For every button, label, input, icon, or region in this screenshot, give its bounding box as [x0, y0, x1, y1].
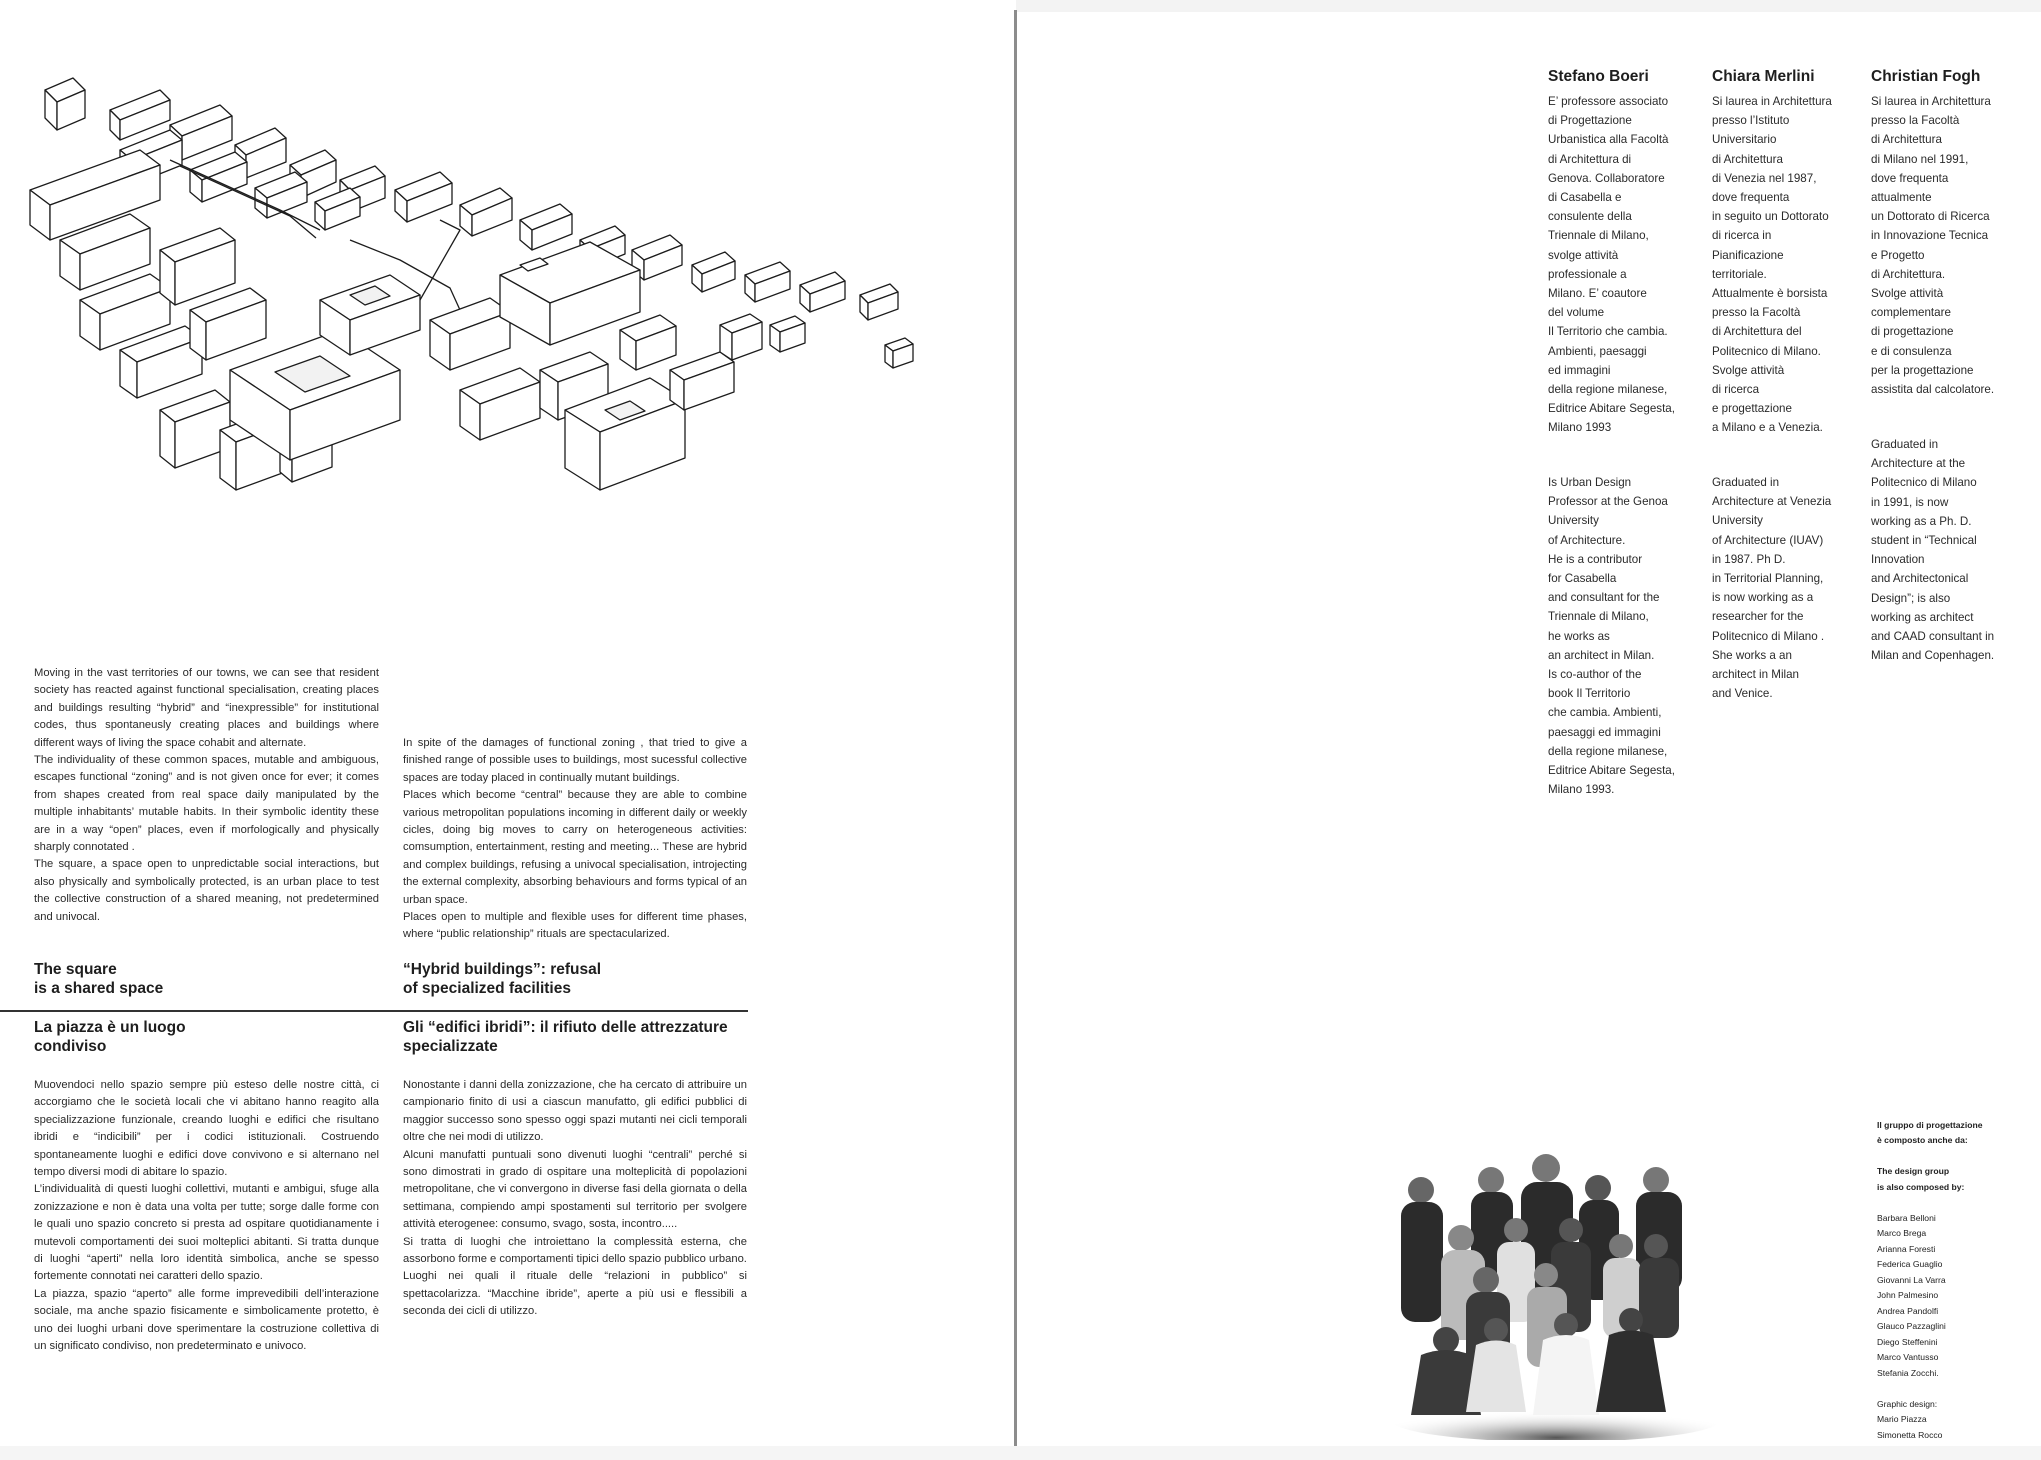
paragraph: Nonostante i danni della zonizzazione, che ha cercato di attribuire un campionario finito di usi a ciascun manufatto, gli edifici pubblici di maggior successo sono spesso oggi spazi mutanti nei cicli temporali oltre che nei modi di utilizzo. — [403, 1079, 747, 1144]
bio-italian-boeri: E’ professore associato di Progettazione Urbanistica alla Facoltà di Architettura di Genova. Collaboratore di Casabella e consulente della Triennale di Milano, svolge attività professionale a Milano. E’ coautore del volume Il Territorio che cambia. Ambienti, paesaggi ed immagini della regione milanese, Editrice Abitare Segesta, Milano 1993 — [1548, 95, 1675, 435]
left-page — [0, 0, 1016, 1460]
paragraph: Places which become “central” because they are able to combine various metropolitan populations incoming in different daily or weekly cicles, doing big moves to carry on heterogeneous activities: comsumption, entertainment, resting and meeting... These are hybrid and complex buildings, refusing a univocal specialisation, introjecting the external complexity, absorbing behaviours and forms typical of an urban space. — [403, 789, 747, 906]
paragraph: La piazza, spazio “aperto” alle forme imprevedibili dell’interazione sociale, ma anche spazio fisicamente e simbolicamente protetto, è uno dei luoghi urbani dove sperimentare la costruzione collettiva di un significato condiviso, non predeterminato e univoco. — [34, 1287, 379, 1353]
paragraph: Moving in the vast territories of our towns, we can see that resident society has reacted against functional specialisation, creating places and buildings resulting “hybrid” and “inexpressible” for institutional codes, thus spontaneusly creating places and buildings where different ways of living the space cohabit and alternate. — [34, 667, 379, 749]
paragraph: Luoghi nei quali il rituale delle “relazioni in pubblico” si spettacolarizza. “Macchine ibride”, aperte a più usi e flessibili a seconda dei cicli di utilizzo. — [403, 1270, 747, 1318]
paragraph: In spite of the damages of functional zoning , that tried to give a finished range of possible uses to buildings, most sucessful collective spaces are today placed in continually mutant buildings. — [403, 737, 747, 784]
paragraph: Places open to multiple and flexible uses for different time phases, where “public relationship” rituals are spectacularized. — [403, 911, 747, 941]
paragraph: Muovendoci nello spazio sempre più esteso delle nostre città, ci accorgiamo che le società locali che vi abitano hanno reagito alla specializzazione funzionale, creando luoghi e edifici che risultano ibridi e “indicibili” per i codici istituzionali. Costruendo spontaneamente luoghi e edifici dove convivono e si alternano nel tempo diversi modi di abitare lo spazio. — [34, 1079, 379, 1179]
bio-name-merlini: Chiara Merlini — [1712, 68, 1815, 85]
credits-graphic: Graphic design: Mario Piazza Simonetta Rocco — [1877, 1398, 1943, 1440]
paragraph: The individuality of these common spaces, mutable and ambiguous, escapes functional “zoning” and is not given once for ever; it comes from shapes created from real space daily manipulated by the multiple inhabitants’ mutable habits. In their symbolic identity these are in a way “open” places, even if morfologically and physically sharply connotated . — [34, 754, 379, 854]
bio-english-merlini: Graduated in Architecture at Venezia University of Architecture (IUAV) in 1987. Ph D. in Territorial Planning, is now working as a researcher for the Politecnico di Milano . She works a an architect in Milan and Venice. — [1712, 476, 1832, 701]
paragraph: Alcuni manufatti puntuali sono divenuti luoghi “centrali” perché si sono dimostrati in grado di ospitare una molteplicità di popolazioni metropolitane, che vi convergono in diverse fasi della giornata o della settimana, compiendo ampi spostamenti sul territorio per svolgere attività eterogenee: consumo, svago, sosta, incontro..... — [403, 1148, 747, 1231]
credits-group-it: Il gruppo di progettazione è composto anche da: — [1877, 1119, 1983, 1145]
italian-text-col2 — [403, 1077, 747, 1321]
heading-hybrid-it: Gli “edifici ibridi”: il rifiuto delle attrezzature specializzate — [403, 1019, 728, 1055]
english-text-col1 — [34, 665, 379, 926]
heading-square-en: The square is a shared space — [34, 961, 164, 997]
building-block — [45, 78, 85, 130]
horizontal-divider — [0, 1010, 748, 1012]
bio-italian-fogh: Si laurea in Architettura presso la Facoltà di Architettura di Milano nel 1991, dove frequenta attualmente un Dottorato di Ricerca in Innovazione Tecnica e Progetto di Architettura. Svolge attività complementare di progettazione e di consulenza per la progettazione assistita dal calcolatore. — [1871, 95, 1995, 397]
bio-name-fogh: Christian Fogh — [1871, 68, 1981, 85]
paragraph: Si tratta di luoghi che introiettano la complessità esterna, che assorbono forme e comportamenti tipici dello spazio pubblico urbano. — [403, 1235, 747, 1266]
design-team-group-photo — [1391, 1150, 1721, 1440]
credits-members: Barbara Belloni Marco Brega Arianna Foresti Federica Guaglio Giovanni La Varra John Palmesino Andrea Pandolfi Glauco Pazzaglini Diego Steffenini Marco Vantusso Stefania Zocchi. — [1877, 1212, 1946, 1378]
bio-english-fogh: Graduated in Architecture at the Politecnico di Milano in 1991, is now working as a Ph. D. student in “Technical Innovation and Architectonical Design”; is also working as architect and CAAD consultant in Milan and Copenhagen. — [1871, 438, 1995, 663]
page-bottom-edge — [0, 1446, 2041, 1460]
design-group-credits — [1877, 1102, 1985, 1459]
bio-italian-merlini: Si laurea in Architettura presso l’Istituto Universitario di Architettura di Venezia nel 1987, dove frequenta in seguito un Dottorato di ricerca in Pianificazione territoriale. Attualmente è borsista presso la Facoltà di Architettura del Politecnico di Milano. Svolge attività di ricerca e progettazione a Milano e a Venezia. — [1712, 95, 1832, 435]
heading-square-it: La piazza è un luogo condiviso — [34, 1019, 186, 1055]
page-spine — [1014, 10, 1017, 1450]
english-text-col2 — [403, 735, 747, 944]
axonometric-city-drawing — [20, 70, 960, 570]
heading-hybrid-en: “Hybrid buildings”: refusal of specialized facilities — [403, 961, 602, 997]
paragraph: L’individualità di questi luoghi collettivi, mutanti e ambigui, sfuge alla zonizzazione e non è data una volta per tutte; sorge dalle forme con le quali uno spazio concreto si presta ad ospitare quotidianamente i mutevoli comportamenti dei suoi molteplici abitanti. Si tratta dunque di luoghi “aperti” nella loro identità simbolica, anche se spesso fortemente connotati nei caratteri dello spazio. — [34, 1183, 379, 1283]
paragraph: The square, a space open to unpredictable social interactions, but also physically and symbolically protected, is an urban place to test the collective construction of a shared meaning, not predetermined and univocal. — [34, 858, 379, 923]
bio-english-boeri: Is Urban Design Professor at the Genoa University of Architecture. He is a contributor for Casabella and consultant for the Triennale di Milano, he works as an architect in Milan. Is co-author of the book Il Territorio che cambia. Ambienti, paesaggi ed immagini della regione milanese, Editrice Abitare Segesta, Milano 1993. — [1548, 476, 1675, 797]
bio-name-boeri: Stefano Boeri — [1548, 68, 1649, 85]
italian-text-col1 — [34, 1077, 379, 1356]
credits-group-en: The design group is also composed by: — [1877, 1166, 1965, 1192]
